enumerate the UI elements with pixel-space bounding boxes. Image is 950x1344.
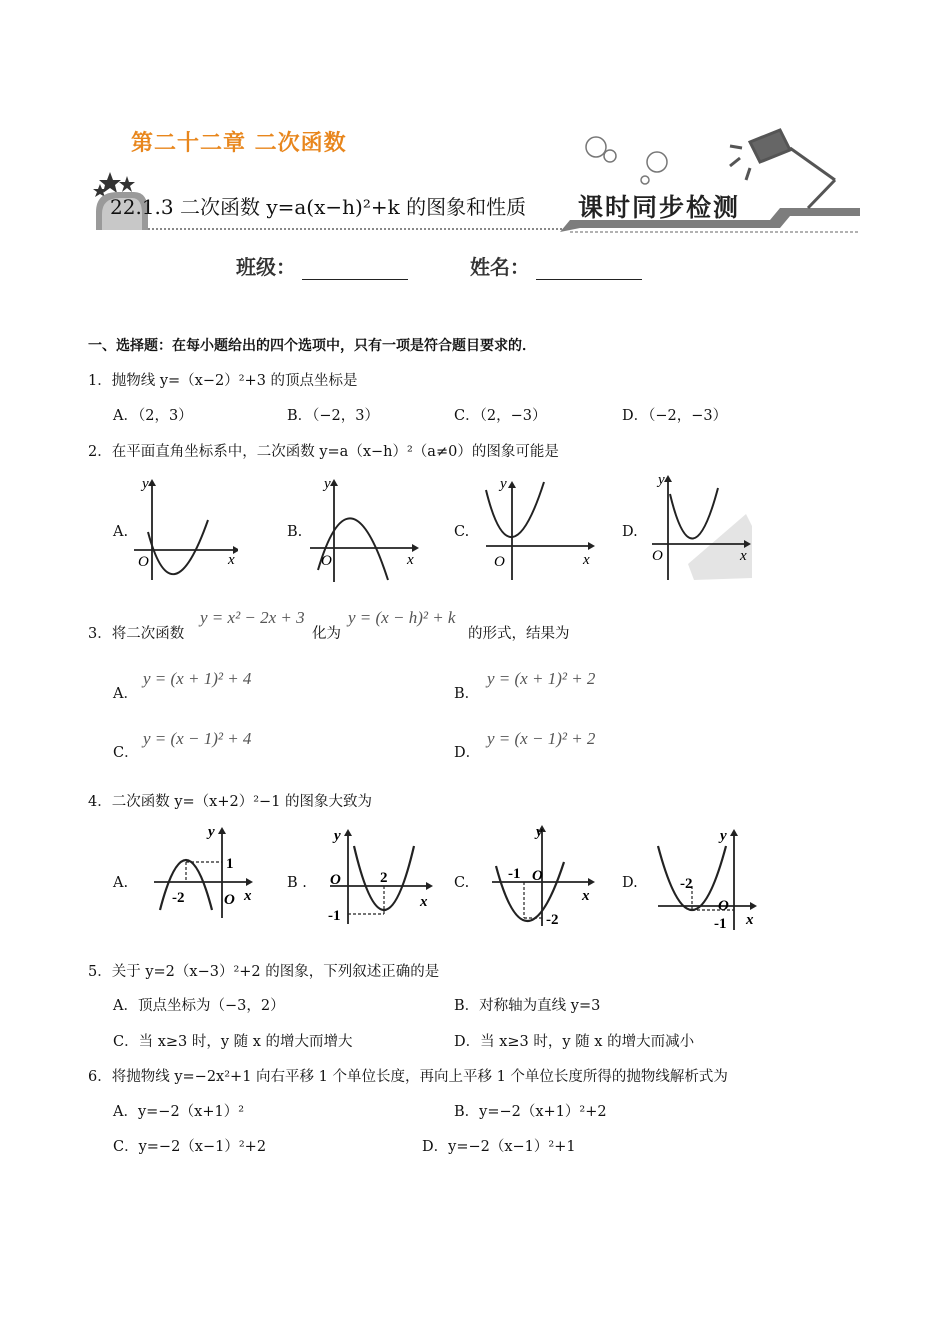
- svg-text:O: O: [330, 872, 341, 888]
- q2-option-b-letter[interactable]: B.: [287, 524, 303, 540]
- name-label: 姓名：: [469, 255, 530, 279]
- banner-text: 课时同步检测: [578, 193, 741, 222]
- svg-text:y: y: [720, 828, 727, 844]
- question-3-middle: 化为: [312, 626, 341, 642]
- question-2-stem: 2．在平面直角坐标系中，二次函数 y=a（x−h）²（a≠0）的图象可能是: [88, 444, 559, 460]
- svg-text:O: O: [718, 898, 729, 914]
- q5-option-a[interactable]: A．顶点坐标为（−3，2）: [113, 998, 285, 1014]
- lesson-title: 22.1.3 二次函数 y=a(x−h)²+k 的图象和性质: [110, 195, 527, 219]
- q2-graph-b[interactable]: [304, 472, 420, 584]
- label-neg1: -1: [328, 908, 341, 924]
- q3-option-c-letter[interactable]: C．: [113, 745, 139, 761]
- class-field[interactable]: [302, 259, 408, 280]
- svg-text:y: y: [334, 828, 341, 844]
- q3-option-b[interactable]: y = (x + 1)² + 2: [487, 669, 596, 688]
- student-info: [236, 251, 642, 280]
- q3-option-b-letter[interactable]: B．: [454, 686, 480, 702]
- q2-graph-d[interactable]: [648, 468, 756, 584]
- axis-y-label: y: [658, 472, 665, 488]
- q3-option-c[interactable]: y = (x − 1)² + 4: [143, 729, 252, 748]
- q4-option-a-letter[interactable]: A.: [113, 875, 129, 891]
- axis-x-label: x: [740, 548, 747, 564]
- chapter-title: 第二十二章 二次函数: [131, 131, 347, 156]
- axis-x-label: x: [407, 552, 414, 568]
- q4-option-d-letter[interactable]: D.: [622, 875, 638, 891]
- origin-label: O: [652, 548, 663, 564]
- q3-option-a[interactable]: y = (x + 1)² + 4: [143, 669, 252, 688]
- svg-text:x: x: [746, 912, 754, 928]
- label-2: 2: [380, 870, 388, 886]
- question-3-prefix: 3．将二次函数: [88, 626, 185, 642]
- q5-option-b[interactable]: B．对称轴为直线 y=3: [454, 998, 601, 1014]
- question-6-stem: 6．将抛物线 y=−2x²+1 向右平移 1 个单位长度，再向上平移 1 个单位长度所得的抛物线解析式为: [88, 1069, 728, 1085]
- svg-text:y: y: [536, 824, 543, 840]
- label-neg1: -1: [714, 916, 727, 932]
- svg-text:y: y: [208, 824, 215, 840]
- label-1: 1: [226, 856, 234, 872]
- question-3-suffix: 的形式，结果为: [468, 626, 570, 642]
- origin-label: O: [321, 553, 332, 569]
- bubble-icon: [641, 176, 649, 184]
- bubble-icon: [647, 152, 667, 172]
- desk-lamp-icon: [730, 130, 835, 208]
- q4-graph-a[interactable]: [150, 822, 260, 922]
- star-icon: [119, 176, 135, 192]
- question-1-stem: 1．抛物线 y=（x−2）²+3 的顶点坐标是: [88, 373, 358, 389]
- q3-expression-1: y = x² − 2x + 3: [200, 608, 305, 627]
- q1-option-c[interactable]: C．（2，−3）: [454, 408, 547, 424]
- q3-expression-2: y = (x − h)² + k: [348, 608, 456, 627]
- q4-graph-c[interactable]: [488, 822, 600, 930]
- svg-text:x: x: [244, 888, 252, 904]
- origin-label: O: [138, 554, 149, 570]
- q2-option-d-letter[interactable]: D.: [622, 524, 638, 540]
- section-title: 一、选择题：在每小题给出的四个选项中，只有一项是符合题目要求的．: [88, 338, 536, 354]
- label-neg2: -2: [546, 912, 559, 928]
- q5-option-c[interactable]: C．当 x≥3 时，y 随 x 的增大而增大: [113, 1034, 353, 1050]
- svg-text:O: O: [224, 892, 235, 908]
- axis-x-label: x: [583, 552, 590, 568]
- q3-option-d-letter[interactable]: D．: [454, 745, 481, 761]
- question-4-stem: 4．二次函数 y=（x+2）²−1 的图象大致为: [88, 794, 373, 810]
- svg-text:x: x: [420, 894, 428, 910]
- q2-option-c-letter[interactable]: C.: [454, 524, 470, 540]
- q4-graph-d[interactable]: [654, 826, 766, 934]
- q4-option-c-letter[interactable]: C.: [454, 875, 470, 891]
- name-field[interactable]: [536, 259, 642, 280]
- q2-graph-c[interactable]: [478, 470, 598, 582]
- bubble-icon: [586, 137, 606, 157]
- bubble-icon: [604, 150, 616, 162]
- label-neg2: -2: [680, 876, 693, 892]
- class-label: 班级：: [236, 255, 296, 279]
- label-neg1: -1: [508, 866, 521, 882]
- q2-graph-a[interactable]: [128, 472, 238, 582]
- q5-option-d[interactable]: D．当 x≥3 时，y 随 x 的增大而减小: [454, 1034, 695, 1050]
- q6-option-c[interactable]: C．y=−2（x−1）²+2: [113, 1139, 267, 1155]
- q6-option-a[interactable]: A．y=−2（x+1）²: [113, 1104, 245, 1120]
- axis-x-label: x: [228, 552, 235, 568]
- q3-option-a-letter[interactable]: A．: [113, 686, 138, 702]
- q6-option-d[interactable]: D．y=−2（x−1）²+1: [422, 1139, 576, 1155]
- q2-option-a-letter[interactable]: A.: [113, 524, 129, 540]
- q3-option-d[interactable]: y = (x − 1)² + 2: [487, 729, 596, 748]
- q1-option-b[interactable]: B．（−2，3）: [287, 408, 380, 424]
- q6-option-b[interactable]: B．y=−2（x+1）²+2: [454, 1104, 607, 1120]
- axis-y-label: y: [500, 476, 507, 492]
- q4-graph-b[interactable]: [326, 826, 438, 926]
- question-5-stem: 5．关于 y=2（x−3）²+2 的图象，下列叙述正确的是: [88, 964, 440, 980]
- q1-option-d[interactable]: D．（−2，−3）: [622, 408, 728, 424]
- origin-label: O: [494, 554, 505, 570]
- axis-y-label: y: [142, 476, 149, 492]
- label-neg2: -2: [172, 890, 185, 906]
- watermark-stamp: [688, 514, 752, 580]
- svg-text:x: x: [582, 888, 590, 904]
- axis-y-label: y: [324, 476, 331, 492]
- q1-option-a[interactable]: A．（2，3）: [113, 408, 193, 424]
- svg-text:O: O: [532, 868, 543, 884]
- q4-option-b-letter[interactable]: B .: [287, 875, 307, 891]
